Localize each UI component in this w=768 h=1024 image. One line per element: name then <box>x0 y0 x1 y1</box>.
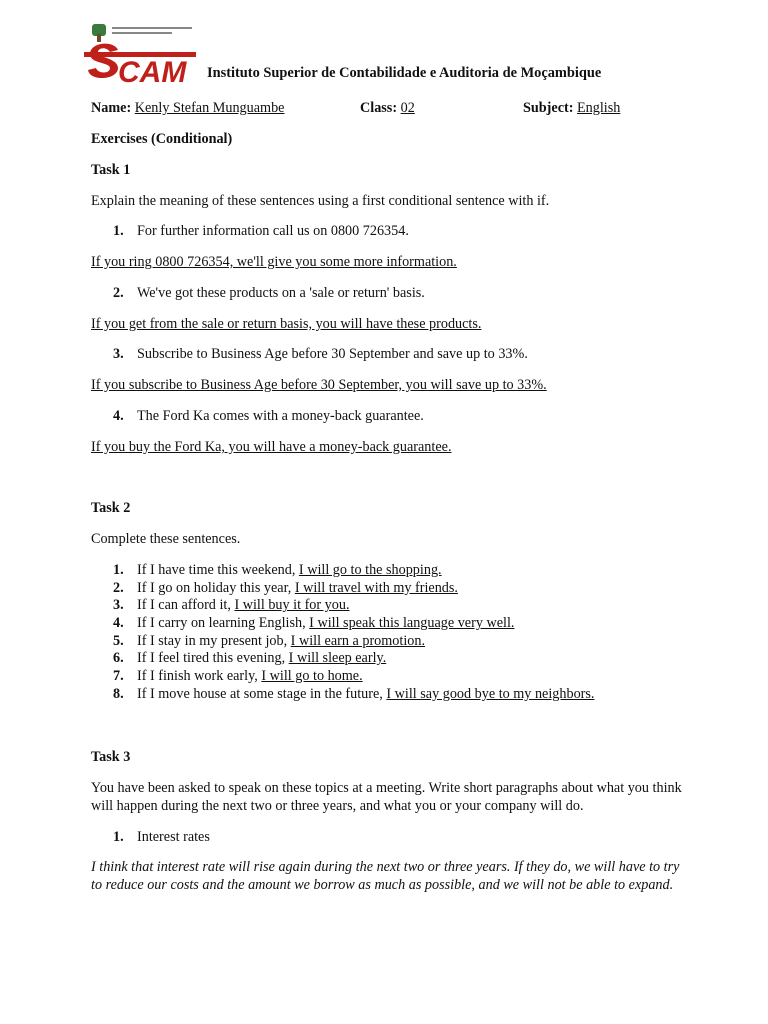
item-number: 4. <box>113 408 124 424</box>
item-answer: I will go to home. <box>261 668 363 685</box>
task3-instruction: You have been asked to speak on these topics at a meeting. Write short paragraphs about what you think will happen during the next two or three years, and what you or your company will do. <box>91 780 682 814</box>
task3-item-1 <box>113 828 210 846</box>
student-name <box>91 99 284 117</box>
task1-answer-2: If you get from the sale or return basis, you will have these products. <box>91 316 482 332</box>
item-prompt: If I can afford it, <box>137 597 231 614</box>
item-number: 3. <box>113 346 124 362</box>
item-number: 1. <box>113 223 124 239</box>
institute-logo <box>84 22 196 86</box>
task1-instruction: Explain the meaning of these sentences using a first conditional sentence with if. <box>91 193 550 209</box>
list-item <box>113 685 594 703</box>
task3-answer: I think that interest rate will rise again during the next two or three years. If they do, we will have to try to reduce our costs and the amount we borrow as much as possible, and we will not be able to expand. <box>91 859 680 893</box>
item-answer: I will travel with my friends. <box>294 579 458 596</box>
item-prompt: If I stay in my present job, <box>137 632 288 649</box>
task1-item-1 <box>113 222 409 240</box>
item-prompt: Subscribe to Business Age before 30 September and save up to 33%. <box>137 346 528 362</box>
task2-instruction: Complete these sentences. <box>91 531 241 547</box>
class-info <box>360 99 415 117</box>
item-answer: I will speak this language very well. <box>309 615 515 632</box>
list-item <box>113 614 594 632</box>
task1-item-3 <box>113 345 528 363</box>
item-number: 2. <box>113 285 124 301</box>
item-number: 2. <box>113 579 124 596</box>
task1-title: Task 1 <box>91 162 131 178</box>
task2-list <box>113 561 594 703</box>
task3-title: Task 3 <box>91 749 131 765</box>
subject-value: English <box>577 100 621 116</box>
item-prompt: If I feel tired this evening, <box>137 650 286 667</box>
item-number: 1. <box>113 562 124 578</box>
institute-name: Instituto Superior de Contabilidade e Auditoria de Moçambique <box>207 65 602 81</box>
name-value: Kenly Stefan Munguambe <box>134 100 285 116</box>
item-answer: I will buy it for you. <box>234 597 350 614</box>
item-number: 5. <box>113 632 124 649</box>
item-number: 6. <box>113 650 124 667</box>
item-answer: I will sleep early. <box>288 650 387 667</box>
svg-text:CAM: CAM <box>118 56 187 86</box>
item-prompt: For further information call us on 0800 726354. <box>137 223 409 239</box>
item-number: 4. <box>113 615 124 632</box>
list-item <box>113 632 594 650</box>
item-prompt: If I go on holiday this year, <box>137 579 292 596</box>
task1-answer-4: If you buy the Ford Ka, you will have a money-back guarantee. <box>91 439 452 455</box>
item-prompt: We've got these products on a 'sale or return' basis. <box>137 285 425 301</box>
task1-item-2 <box>113 284 425 302</box>
task2-title: Task 2 <box>91 500 131 516</box>
class-label: Class: <box>360 100 398 116</box>
task1-answer-1: If you ring 0800 726354, we'll give you some more information. <box>91 254 457 270</box>
doc-title: Exercises (Conditional) <box>91 131 233 147</box>
task1-item-4 <box>113 407 424 425</box>
subject-label: Subject: <box>523 100 574 116</box>
item-number: 1. <box>113 829 124 845</box>
item-label: Interest rates <box>137 829 210 845</box>
list-item <box>113 649 594 667</box>
item-number: 8. <box>113 685 124 702</box>
list-item <box>113 561 594 579</box>
name-label: Name: <box>91 100 132 116</box>
item-prompt: The Ford Ka comes with a money-back guarantee. <box>137 408 424 424</box>
list-item <box>113 579 594 597</box>
item-prompt: If I carry on learning English, <box>137 615 306 632</box>
task1-answer-3: If you subscribe to Business Age before 30 September, you will save up to 33%. <box>91 377 547 393</box>
list-item <box>113 596 594 614</box>
item-answer: I will say good bye to my neighbors. <box>386 685 595 702</box>
item-answer: I will go to the shopping. <box>298 562 442 578</box>
subject-info <box>523 99 620 117</box>
item-number: 7. <box>113 668 124 685</box>
item-answer: I will earn a promotion. <box>290 632 426 649</box>
class-value: 02 <box>400 100 415 116</box>
item-prompt: If I move house at some stage in the future, <box>137 685 383 702</box>
item-prompt: If I finish work early, <box>137 668 258 685</box>
item-prompt: If I have time this weekend, <box>137 562 296 578</box>
item-number: 3. <box>113 597 124 614</box>
list-item <box>113 667 594 685</box>
